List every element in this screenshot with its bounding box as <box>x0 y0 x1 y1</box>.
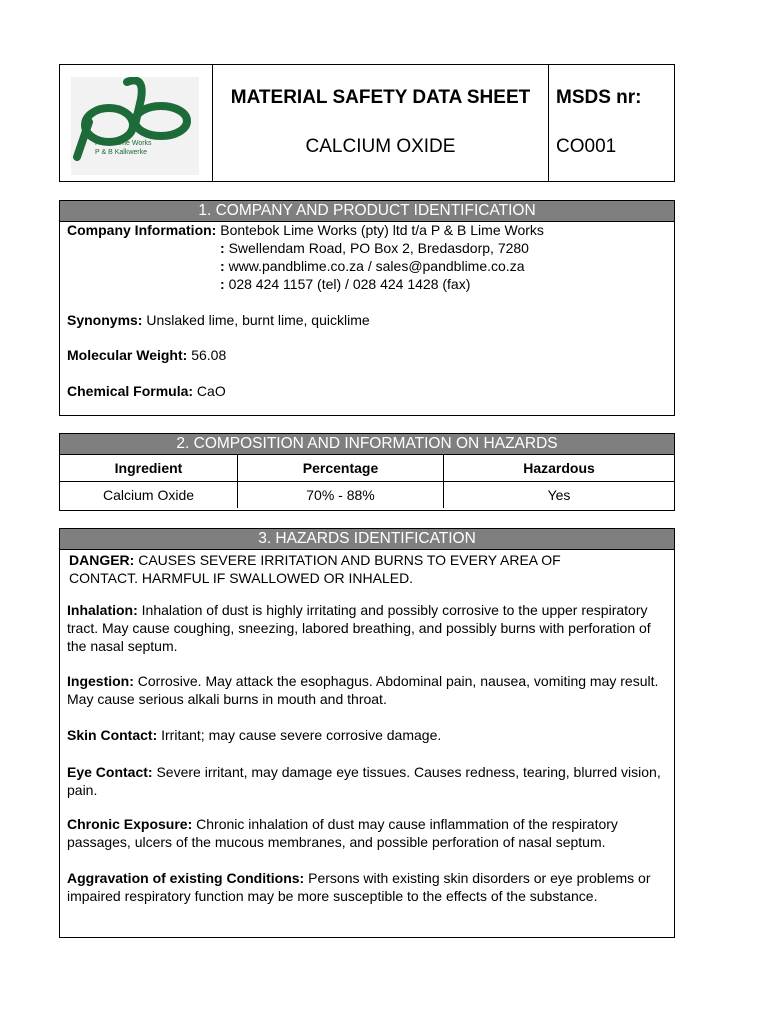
title-cell <box>213 65 549 181</box>
logo-text-1: P & B Lime Works <box>95 140 152 147</box>
column-header: Percentage <box>238 455 444 482</box>
inhalation-text: Inhalation of dust is highly irritating and possibly corrosive to the upper respiratory tract. May cause coughing, sneezing, labored breathing, and possibly burns with perforation of the nasal septum. <box>67 602 651 654</box>
eye-contact-label: Eye Contact: <box>67 764 153 780</box>
logo-text-2: P & B Kalkwerke <box>95 149 148 156</box>
inhalation-paragraph <box>67 601 667 655</box>
chemical-formula-label: Chemical Formula: <box>67 383 194 399</box>
company-address: Swellendam Road, PO Box 2, Bredasdorp, 7280 <box>228 240 529 256</box>
chemical-formula-value: CaO <box>196 383 226 399</box>
company-phone: 028 424 1157 (tel) / 028 424 1428 (fax) <box>228 276 471 292</box>
ingestion-paragraph <box>67 672 667 708</box>
synonyms-value: Unslaked lime, burnt lime, quicklime <box>146 312 370 328</box>
table-cell: Calcium Oxide <box>60 482 238 509</box>
msds-number-value: CO001 <box>556 136 617 157</box>
synonyms-row <box>67 311 370 329</box>
skin-contact-paragraph <box>67 726 667 744</box>
document-title: MATERIAL SAFETY DATA SHEET <box>230 87 531 108</box>
eye-contact-text: Severe irritant, may damage eye tissues. Causes redness, tearing, blurred vision, pain. <box>67 764 661 798</box>
company-info-label: Company Information: <box>67 222 217 238</box>
molecular-weight-row <box>67 346 226 364</box>
msds-cell <box>549 65 674 181</box>
table-row <box>60 482 674 509</box>
company-phone-row: : 028 424 1157 (tel) / 028 424 1428 (fax) <box>220 276 471 292</box>
inhalation-label: Inhalation: <box>67 602 138 618</box>
eye-contact-paragraph <box>67 763 667 799</box>
aggravation-paragraph <box>67 869 667 905</box>
molecular-weight-value: 56.08 <box>191 347 227 363</box>
section-composition <box>59 433 675 511</box>
ingestion-label: Ingestion: <box>67 673 134 689</box>
table-cell: Yes <box>444 482 675 509</box>
company-web-row: : www.pandblime.co.za / sales@pandblime.co.za <box>220 258 525 274</box>
danger-text: CAUSES SEVERE IRRITATION AND BURNS TO EVERY AREA OF <box>138 552 561 568</box>
msds-number-label: MSDS nr: <box>556 87 642 108</box>
pb-logo-icon <box>71 77 199 175</box>
product-name: CALCIUM OXIDE <box>305 136 456 157</box>
aggravation-text: Persons with existing skin disorders or eye problems or impaired respiratory function may be more susceptible to the effects of the substance. <box>67 870 651 904</box>
skin-contact-text: Irritant; may cause severe corrosive damage. <box>161 727 442 743</box>
table-cell: 70% - 88% <box>238 482 444 509</box>
danger-label: DANGER: <box>69 552 135 568</box>
table-header-row <box>60 455 674 482</box>
section-3-heading: 3. HAZARDS IDENTIFICATION <box>60 529 674 550</box>
company-info-row <box>67 221 544 239</box>
company-address-row: : Swellendam Road, PO Box 2, Bredasdorp, 7280 <box>220 240 529 256</box>
document-header <box>59 64 675 182</box>
section-2-heading: 2. COMPOSITION AND INFORMATION ON HAZARDS <box>60 434 674 455</box>
column-header: Ingredient <box>60 455 238 482</box>
company-name: Bontebok Lime Works (pty) ltd t/a P & B Lime Works <box>220 222 544 238</box>
danger-line-2: CONTACT. HARMFUL IF SWALLOWED OR INHALED. <box>69 570 414 586</box>
danger-line-1 <box>69 551 561 569</box>
company-web-email: www.pandblime.co.za / sales@pandblime.co.za <box>228 258 525 274</box>
chemical-formula-row <box>67 382 226 400</box>
molecular-weight-label: Molecular Weight: <box>67 347 188 363</box>
composition-table <box>60 455 674 508</box>
company-logo <box>71 77 199 175</box>
section-hazards-identification <box>59 528 675 938</box>
ingestion-text: Corrosive. May attack the esophagus. Abdominal pain, nausea, vomiting may result. May cause serious alkali burns in mouth and throat. <box>67 673 659 707</box>
logo-cell <box>60 65 213 181</box>
column-header: Hazardous <box>444 455 675 482</box>
chronic-exposure-paragraph <box>67 815 667 851</box>
section-1-heading: 1. COMPANY AND PRODUCT IDENTIFICATION <box>60 201 674 222</box>
synonyms-label: Synonyms: <box>67 312 143 328</box>
chronic-exposure-label: Chronic Exposure: <box>67 816 193 832</box>
aggravation-label: Aggravation of existing Conditions: <box>67 870 305 886</box>
section-company-identification <box>59 200 675 416</box>
skin-contact-label: Skin Contact: <box>67 727 158 743</box>
chronic-exposure-text: Chronic inhalation of dust may cause inflammation of the respiratory passages, ulcers of the mucous membranes, and possible perforation of nasal septum. <box>67 816 618 850</box>
